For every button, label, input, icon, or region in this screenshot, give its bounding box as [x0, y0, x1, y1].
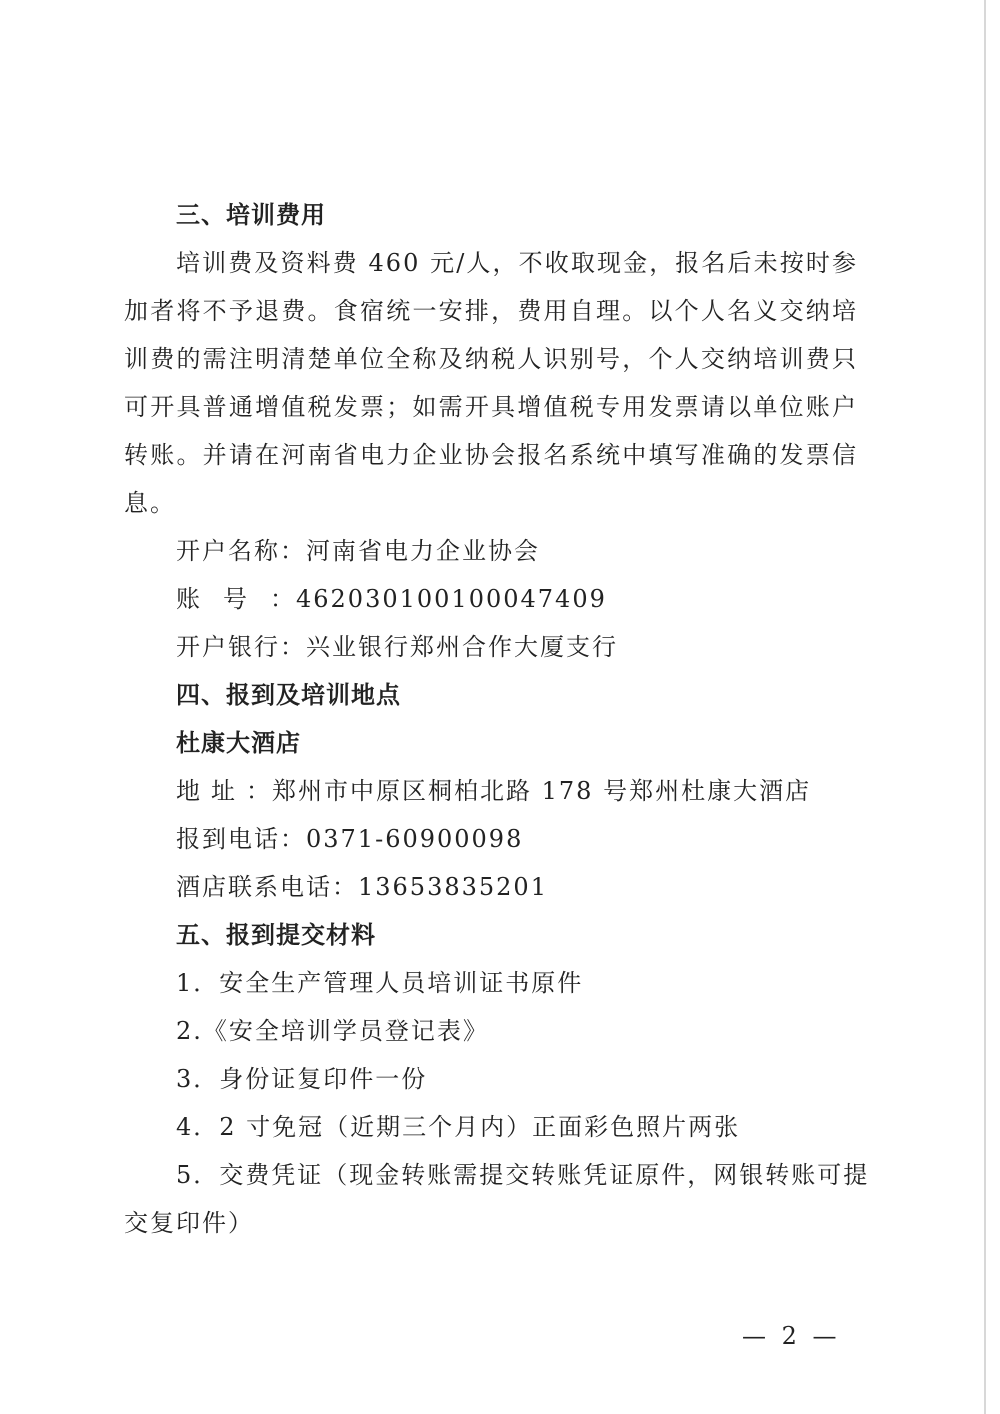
section3-paragraph-line-2: 加者将不予退费。食宿统一安排，费用自理。以个人名义交纳培: [124, 297, 858, 325]
page-edge-divider: [984, 0, 986, 1414]
page-number: — 2 —: [742, 1322, 841, 1350]
checkin-phone-row: [176, 823, 523, 855]
hotel-phone-row: [176, 871, 548, 903]
checkin-phone-label: 报到电话：: [176, 825, 306, 853]
account-bank-label: 开户银行：: [176, 633, 306, 661]
section4-heading: 四、报到及培训地点: [176, 681, 401, 709]
section3-paragraph-line-3: 训费的需注明清楚单位全称及纳税人识别号，个人交纳培训费只: [124, 345, 858, 373]
section3-paragraph-line-4: 可开具普通增值税发票；如需开具增值税专用发票请以单位账户: [124, 393, 858, 421]
section3-paragraph-line-1: 培训费及资料费 460 元/人，不收取现金，报名后未按时参: [176, 249, 858, 277]
material-item-2: 2.《安全培训学员登记表》: [176, 1017, 489, 1045]
hotel-phone-value: 13653835201: [358, 873, 548, 901]
material-item-1: 1．安全生产管理人员培训证书原件: [176, 969, 584, 997]
material-item-5: 5．交费凭证（现金转账需提交转账凭证原件，网银转账可提: [176, 1161, 870, 1189]
account-name-label: 开户名称：: [176, 537, 306, 565]
account-bank-row: [176, 631, 618, 663]
hotel-phone-label: 酒店联系电话：: [176, 873, 358, 901]
material-item-3: 3．身份证复印件一份: [176, 1065, 428, 1093]
section3-heading: 三、培训费用: [176, 201, 326, 229]
material-item-4: 4．2 寸免冠（近期三个月内）正面彩色照片两张: [176, 1113, 741, 1141]
account-number-label: 账号：: [176, 585, 296, 613]
account-number-row: [176, 583, 607, 615]
section5-heading: 五、报到提交材料: [176, 921, 376, 949]
checkin-phone-value: 0371-60900098: [306, 825, 524, 853]
account-name-row: [176, 535, 540, 567]
address-value: 郑州市中原区桐柏北路 178 号郑州杜康大酒店: [272, 777, 812, 805]
address-row: [176, 775, 811, 807]
account-number-value: 462030100100047409: [296, 585, 607, 613]
hotel-name: 杜康大酒店: [176, 729, 301, 757]
account-bank-value: 兴业银行郑州合作大厦支行: [306, 633, 618, 661]
account-name-value: 河南省电力企业协会: [306, 537, 540, 565]
section3-paragraph-line-5: 转账。并请在河南省电力企业协会报名系统中填写准确的发票信: [124, 441, 858, 469]
material-item-5-continuation: 交复印件）: [124, 1209, 254, 1237]
address-label: 地址：: [176, 777, 272, 805]
section3-paragraph-line-6: 息。: [124, 489, 176, 517]
